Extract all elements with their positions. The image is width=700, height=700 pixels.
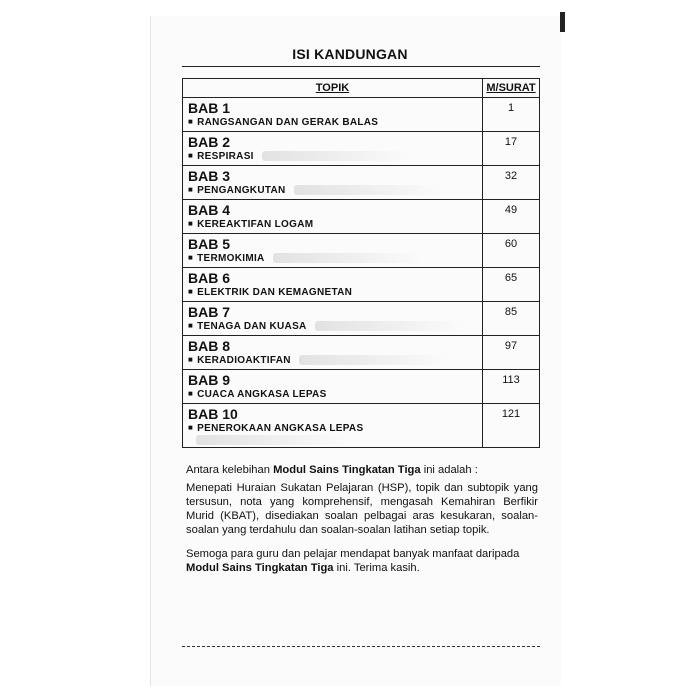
chapter-topic: ■ PENGANGKUTAN — [188, 184, 482, 197]
table-row — [183, 200, 540, 234]
intro-paragraph: Antara kelebihan Modul Sains Tingkatan Tiga ini adalah : — [186, 464, 478, 476]
square-bullet-icon: ■ — [188, 321, 194, 330]
chapter-title: BAB 2 — [188, 134, 231, 150]
topic-column-header: TOPIK — [183, 79, 483, 98]
chapter-cell — [183, 98, 483, 132]
chapter-title: BAB 7 — [188, 304, 231, 320]
page-corner-mark — [560, 12, 565, 32]
contents-table — [182, 78, 540, 448]
table-row — [183, 370, 540, 404]
square-bullet-icon: ■ — [188, 355, 194, 364]
square-bullet-icon: ■ — [188, 219, 194, 228]
chapter-page: 113 — [483, 370, 540, 404]
square-bullet-icon: ■ — [188, 287, 194, 296]
blurred-text — [299, 355, 449, 365]
chapter-topic: ■ PENEROKAAN ANGKASA LEPAS — [188, 422, 482, 447]
footer-rule — [182, 646, 540, 647]
table-row — [183, 404, 540, 448]
chapter-cell — [183, 302, 483, 336]
chapter-title: BAB 4 — [188, 202, 231, 218]
blurred-text — [315, 321, 465, 331]
page-column-header: M/SURAT — [483, 79, 540, 98]
chapter-page: 60 — [483, 234, 540, 268]
chapter-cell — [183, 370, 483, 404]
module-name: Modul Sains Tingkatan Tiga — [186, 562, 334, 574]
square-bullet-icon: ■ — [188, 389, 194, 398]
blurred-text — [196, 435, 346, 445]
chapter-page: 49 — [483, 200, 540, 234]
table-header-row — [183, 79, 540, 98]
chapter-title: BAB 9 — [188, 372, 231, 388]
chapter-topic: ■ ELEKTRIK DAN KEMAGNETAN — [188, 287, 353, 298]
table-row — [183, 268, 540, 302]
chapter-cell — [183, 268, 483, 302]
chapter-cell — [183, 200, 483, 234]
square-bullet-icon: ■ — [188, 253, 194, 262]
chapter-title: BAB 10 — [188, 406, 238, 422]
table-row — [183, 166, 540, 200]
page-title: ISI KANDUNGAN — [292, 46, 408, 62]
chapter-page: 32 — [483, 166, 540, 200]
chapter-page: 121 — [483, 404, 540, 448]
chapter-page: 85 — [483, 302, 540, 336]
chapter-title: BAB 8 — [188, 338, 231, 354]
chapter-topic: ■ RANGSANGAN DAN GERAK BALAS — [188, 117, 379, 128]
chapter-title: BAB 1 — [188, 100, 231, 116]
table-row — [183, 336, 540, 370]
title-underline — [182, 66, 540, 67]
chapter-cell — [183, 234, 483, 268]
table-row — [183, 98, 540, 132]
chapter-page: 17 — [483, 132, 540, 166]
blurred-text — [273, 253, 423, 263]
chapter-topic: ■ KEREAKTIFAN LOGAM — [188, 219, 314, 230]
chapter-page: 97 — [483, 336, 540, 370]
closing-paragraph: Semoga para guru dan pelajar mendapat banyak manfaat daripada Modul Sains Tingkatan Tiga ini. Terima kasih. — [186, 548, 520, 574]
square-bullet-icon: ■ — [188, 151, 194, 160]
chapter-cell — [183, 132, 483, 166]
blurred-text — [262, 151, 412, 161]
module-name: Modul Sains Tingkatan Tiga — [273, 464, 421, 476]
description-paragraph: Menepati Huraian Sukatan Pelajaran (HSP), topik dan subtopik yang tersusun, nota yang komprehensif, mengasah Kemahiran Berfikir Murid (KBAT), disediakan soalan pelbagai aras kesukaran, soalan-soalan yang terdahulu dan soalan-soalan latihan setiap topik. — [186, 482, 538, 536]
square-bullet-icon: ■ — [188, 117, 194, 126]
table-row — [183, 234, 540, 268]
chapter-topic: ■ RESPIRASI — [188, 150, 482, 163]
square-bullet-icon: ■ — [188, 423, 194, 432]
chapter-cell — [183, 404, 483, 448]
table-row — [183, 132, 540, 166]
chapter-page: 1 — [483, 98, 540, 132]
blurred-text — [294, 185, 444, 195]
chapter-topic: ■ TENAGA DAN KUASA — [188, 320, 482, 333]
chapter-title: BAB 5 — [188, 236, 231, 252]
chapter-topic: ■ CUACA ANGKASA LEPAS — [188, 389, 327, 400]
table-row — [183, 302, 540, 336]
square-bullet-icon: ■ — [188, 185, 194, 194]
chapter-topic: ■ TERMOKIMIA — [188, 252, 482, 265]
chapter-topic: ■ KERADIOAKTIFAN — [188, 354, 482, 367]
chapter-title: BAB 6 — [188, 270, 231, 286]
chapter-cell — [183, 336, 483, 370]
chapter-title: BAB 3 — [188, 168, 231, 184]
chapter-page: 65 — [483, 268, 540, 302]
chapter-cell — [183, 166, 483, 200]
